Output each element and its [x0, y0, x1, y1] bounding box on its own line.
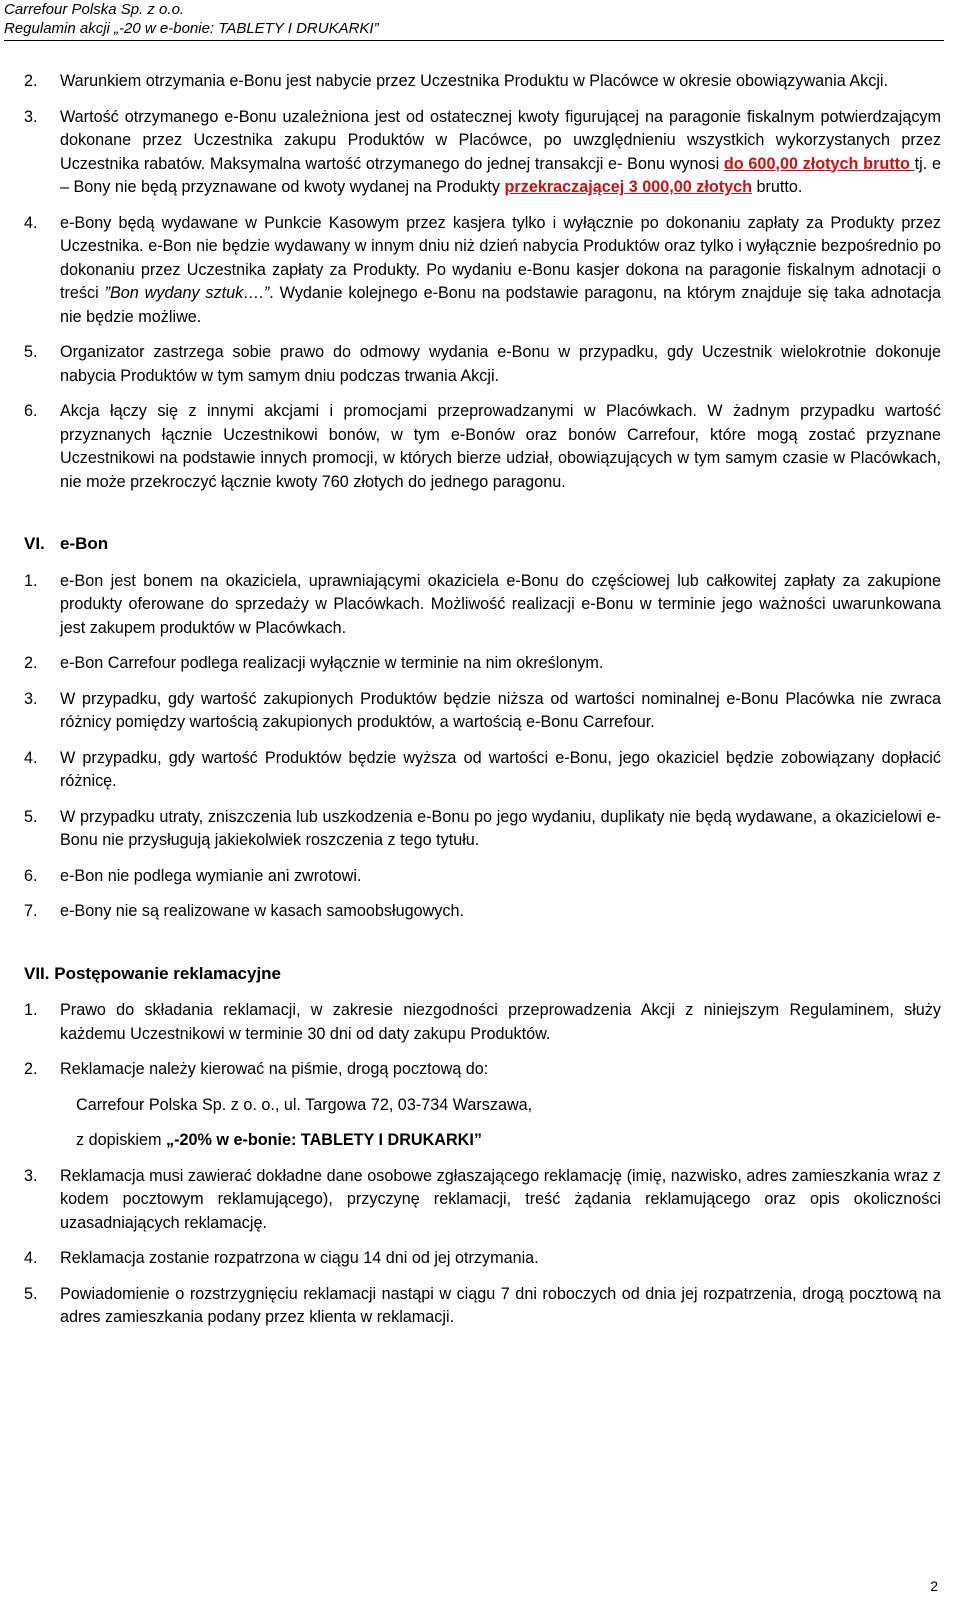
- item-number: 1.: [24, 1001, 38, 1019]
- page-number: 2: [930, 1578, 938, 1594]
- item-number: 6.: [24, 866, 38, 885]
- item-text: Organizator zastrzega sobie prawo do odmowy wydania e-Bonu w przypadku, gdy Uczestnik wielokrotnie dokonuje nabycia Produktów w tym samym dniu podczas trwania Akcji.: [60, 343, 941, 385]
- list-item-vii5: [24, 1283, 941, 1330]
- list-item-vi7: [24, 900, 941, 924]
- header-subtitle: Regulamin akcji „-20 w e-bonie: TABLETY I DRUKARKI”: [4, 20, 379, 37]
- section-number: VI.: [24, 534, 45, 553]
- section-heading-vi: [24, 532, 941, 556]
- item-text: Prawo do składania reklamacji, w zakresie niezgodności przeprowadzenia Akcji z niniejszym Regulaminem, służy każdemu Uczestnikowi w terminie 30 dni od daty zakupu Produktów.: [60, 1001, 941, 1043]
- header-company: Carrefour Polska Sp. z o.o.: [4, 1, 185, 18]
- text-part: e-Bony będą wydawane w Punkcie Kasowym przez kasjera tylko i wyłącznie po dokonaniu zapłaty za Produkty przez Uczestnika. e-Bon nie będzie wydawany w innym dniu niż dzień nabycia Produktów oraz tylko i wyłącznie bezpośrednio po dokonaniu przez Uczestnika zapłaty za Produkty. Po wydaniu e-Bonu kasjer dokona na paragonie fiskalnym adnotacji o treści: [60, 213, 941, 302]
- item-number: 6.: [24, 402, 38, 420]
- list-item-v2: [24, 70, 941, 94]
- document-body: [24, 70, 941, 1342]
- note-prefix: z dopiskiem: [76, 1131, 166, 1149]
- list-item-vii3: [24, 1165, 941, 1236]
- list-item-v3: [24, 106, 941, 200]
- text-part: tj. e – Bony nie będą przyznawane od kwoty wydanej na Produkty: [60, 154, 942, 196]
- note-title: „-20% w e-bonie: TABLETY I DRUKARKI”: [165, 1131, 482, 1149]
- item-text: Reklamacja zostanie rozpatrzona w ciągu 14 dni od jej otrzymania.: [60, 1249, 539, 1267]
- italic-annotation: ”Bon wydany sztuk….”: [104, 284, 270, 302]
- item-number: 4.: [24, 213, 38, 232]
- list-item-vi4: [24, 747, 941, 794]
- item-text: e-Bony nie są realizowane w kasach samoobsługowych.: [60, 902, 464, 920]
- list-item-vi6: [24, 865, 941, 889]
- item-number: 3.: [24, 1166, 38, 1185]
- item-number: 5.: [24, 1284, 38, 1303]
- list-item-vii4: [24, 1247, 941, 1271]
- item-text: Reklamacja musi zawierać dokładne dane osobowe zgłaszającego reklamację (imię, nazwisko, adres zamieszkania wraz z kodem pocztowym reklamującego), przyczynę reklamacji, treść żądania reklamującego oraz opis okoliczności uzasadniających reklamację.: [60, 1166, 941, 1232]
- item-number: 2.: [24, 1060, 38, 1078]
- item-text: e-Bon nie podlega wymianie ani zwrotowi.: [60, 866, 362, 885]
- list-item-vi5: [24, 806, 941, 853]
- item-number: 4.: [24, 1249, 38, 1267]
- item-number: 2.: [24, 654, 38, 672]
- text-part: Wartość otrzymanego e-Bonu uzależniona jest od ostatecznej kwoty figurującej na paragonie fiskalnym potwierdzającym dokonane przez Uczestnika zakupu Produktów w Placówce, po uwzględnieniu wszystkich wykorzystanych przez Uczestnika rabatów. Maksymalna wartość otrzymanego do jednej transakcji e- Bonu wynosi: [60, 107, 941, 173]
- list-item-vii1: [24, 999, 941, 1046]
- item-text: [60, 106, 941, 200]
- list-item-v6: [24, 400, 941, 494]
- highlight-limit: przekraczającej 3 000,00 złotych: [504, 178, 752, 196]
- item-text: W przypadku, gdy wartość zakupionych Produktów będzie niższa od wartości nominalnej e-Bonu Placówka nie zwraca różnicy pomiędzy wartością zakupionych produktów, a wartością e-Bonu Carrefour.: [60, 689, 941, 731]
- item-text: Powiadomienie o rozstrzygnięciu reklamacji nastąpi w ciągu 7 dni roboczych od dnia jej rozpatrzenia, drogą pocztową na adres zamieszkania podany przez klienta w reklamacji.: [60, 1284, 941, 1326]
- item-text: [60, 212, 941, 330]
- item-text: W przypadku, gdy wartość Produktów będzie wyższa od wartości e-Bonu, jego okaziciel będzie zobowiązany dopłacić różnicę.: [60, 748, 941, 790]
- text-part: brutto.: [752, 178, 803, 196]
- text-part: . Wydanie kolejnego e-Bonu na podstawie paragonu, na którym znajduje się taka adnotacja nie będzie możliwe.: [60, 284, 941, 326]
- item-text: Akcja łączy się z innymi akcjami i promocjami przeprowadzanymi w Placówkach. W żadnym przypadku wartość przyznanych łącznie Uczestnikowi bonów, w tym e-Bonów oraz bonów Carrefour, które mogą zostać przyznane Uczestnikowi na podstawie innych promocji, w których bierze udział, obowiązujących w tym samym czasie w Placówkach, nie może przekroczyć łącznie kwoty 760 złotych do jednego paragonu.: [60, 402, 941, 491]
- list-item-v5: [24, 341, 941, 388]
- item-number: 4.: [24, 748, 38, 767]
- item-number: 1.: [24, 571, 38, 590]
- complaint-note: [24, 1129, 941, 1153]
- item-number: 5.: [24, 807, 38, 826]
- list-item-v4: [24, 212, 941, 330]
- highlight-max-value: do 600,00 złotych brutto: [723, 154, 915, 173]
- item-text: Warunkiem otrzymania e-Bonu jest nabycie przez Uczestnika Produktu w Placówce w okresie obowiązywania Akcji.: [60, 72, 889, 90]
- section-title: VII. Postępowanie reklamacyjne: [24, 963, 282, 983]
- section-heading-vii: [24, 962, 941, 986]
- item-text: e-Bon Carrefour podlega realizacji wyłącznie w terminie na nim określonym.: [60, 654, 604, 672]
- page-header: [4, 0, 944, 41]
- item-number: 2.: [24, 72, 38, 90]
- item-number: 5.: [24, 343, 38, 361]
- list-item-vi2: [24, 652, 941, 676]
- list-item-vi1: [24, 570, 941, 641]
- list-item-vii2: [24, 1058, 941, 1082]
- list-item-vi3: [24, 688, 941, 735]
- item-number: 3.: [24, 689, 38, 708]
- item-text: Reklamacje należy kierować na piśmie, drogą pocztową do:: [60, 1060, 489, 1078]
- item-text: e-Bon jest bonem na okaziciela, uprawniającymi okaziciela e-Bonu do częściowej lub całkowitej zapłaty za zakupione produkty oferowane do sprzedaży w Placówkach. Możliwość realizacji e-Bonu w terminie jego ważności uwarunkowana jest zakupem produktów w Placówkach.: [60, 571, 941, 637]
- section-title: e-Bon: [60, 534, 109, 553]
- complaint-address: Carrefour Polska Sp. z o. o., ul. Targowa 72, 03-734 Warszawa,: [76, 1095, 533, 1114]
- item-number: 3.: [24, 107, 38, 126]
- item-text: W przypadku utraty, zniszczenia lub uszkodzenia e-Bonu po jego wydaniu, duplikaty nie będą wydawane, a okazicielowi e-Bonu nie przysługują jakiekolwiek roszczenia z tego tytułu.: [60, 807, 941, 849]
- item-number: 7.: [24, 902, 38, 920]
